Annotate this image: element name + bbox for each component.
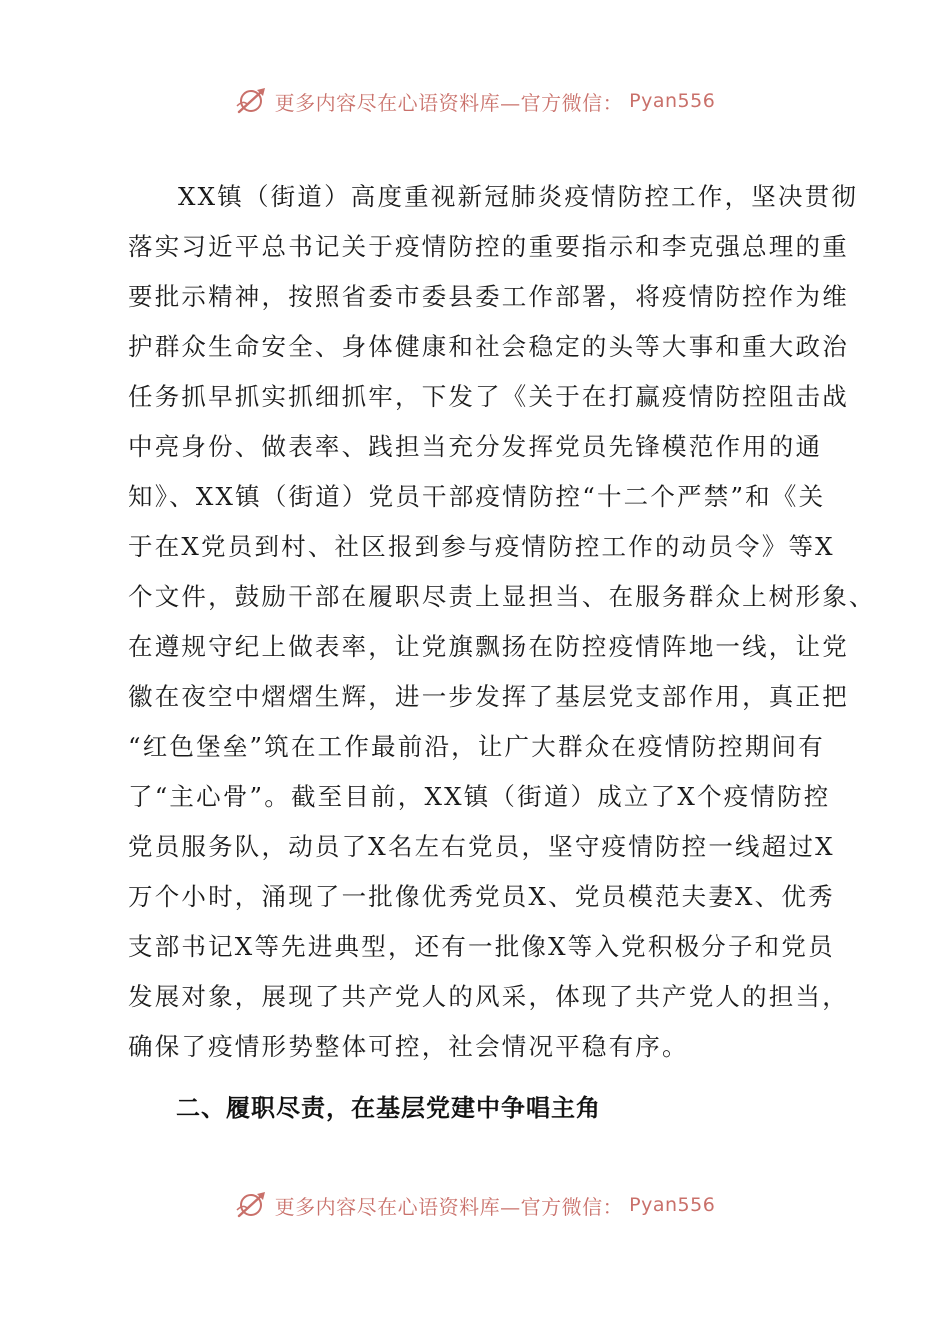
paragraph-line: 支部书记X等先进典型，还有一批像X等入党积极分子和党员 xyxy=(128,932,835,961)
paragraph-line: 发展对象，展现了共产党人的风采，体现了共产党人的担当， xyxy=(128,982,849,1011)
paragraph-line: 任务抓早抓实抓细抓牢，下发了《关于在打赢疫情防控阻击战 xyxy=(128,382,849,411)
body-paragraph xyxy=(128,172,876,1072)
section-heading: 二、履职尽责，在基层党建中争唱主角 xyxy=(176,1094,601,1122)
watermark-wechat-id: Pyan556 xyxy=(629,90,716,112)
paragraph-line: 落实习近平总书记关于疫情防控的重要指示和李克强总理的重 xyxy=(128,232,849,261)
paragraph-line: 了“主心骨”。截至目前，XX镇（街道）成立了X个疫情防控 xyxy=(128,782,831,811)
paragraph-line: 确保了疫情形势整体可控，社会情况平稳有序。 xyxy=(128,1032,689,1061)
paragraph-line: XX镇（街道）高度重视新冠肺炎疫情防控工作，坚决贯彻 xyxy=(178,182,859,211)
paragraph-line: 徽在夜空中熠熠生辉，进一步发挥了基层党支部作用，真正把 xyxy=(128,682,849,711)
paragraph-line: 要批示精神，按照省委市委县委工作部署，将疫情防控作为维 xyxy=(128,282,849,311)
paragraph-line: 护群众生命安全、身体健康和社会稳定的头等大事和重大政治 xyxy=(128,332,849,361)
paragraph-line: 在遵规守纪上做表率，让党旗飘扬在防控疫情阵地一线，让党 xyxy=(128,632,849,661)
watermark-text: 更多内容尽在心语资料库—官方微信： xyxy=(274,90,624,115)
watermark-wechat-id: Pyan556 xyxy=(629,1194,716,1216)
paragraph-line: “红色堡垒”筑在工作最前沿，让广大群众在疫情防控期间有 xyxy=(128,732,825,761)
paragraph-line: 中亮身份、做表率、践担当充分发挥党员先锋模范作用的通 xyxy=(128,432,823,461)
watermark-text: 更多内容尽在心语资料库—官方微信： xyxy=(274,1194,624,1219)
pen-logo-icon xyxy=(235,1190,269,1220)
pen-logo-icon xyxy=(235,86,269,116)
paragraph-line: 于在X党员到村、社区报到参与疫情防控工作的动员令》等X xyxy=(128,532,835,561)
paragraph-line: 万个小时，涌现了一批像优秀党员X、党员模范夫妻X、优秀 xyxy=(128,882,835,911)
paragraph-line: 党员服务队，动员了X名左右党员，坚守疫情防控一线超过X xyxy=(128,832,835,861)
footer-watermark xyxy=(0,1190,950,1220)
paragraph-line: 知》、XX镇（街道）党员干部疫情防控“十二个严禁”和《关 xyxy=(128,482,826,511)
header-watermark xyxy=(0,86,950,116)
paragraph-line: 个文件，鼓励干部在履职尽责上显担当、在服务群众上树形象、 xyxy=(128,582,876,611)
